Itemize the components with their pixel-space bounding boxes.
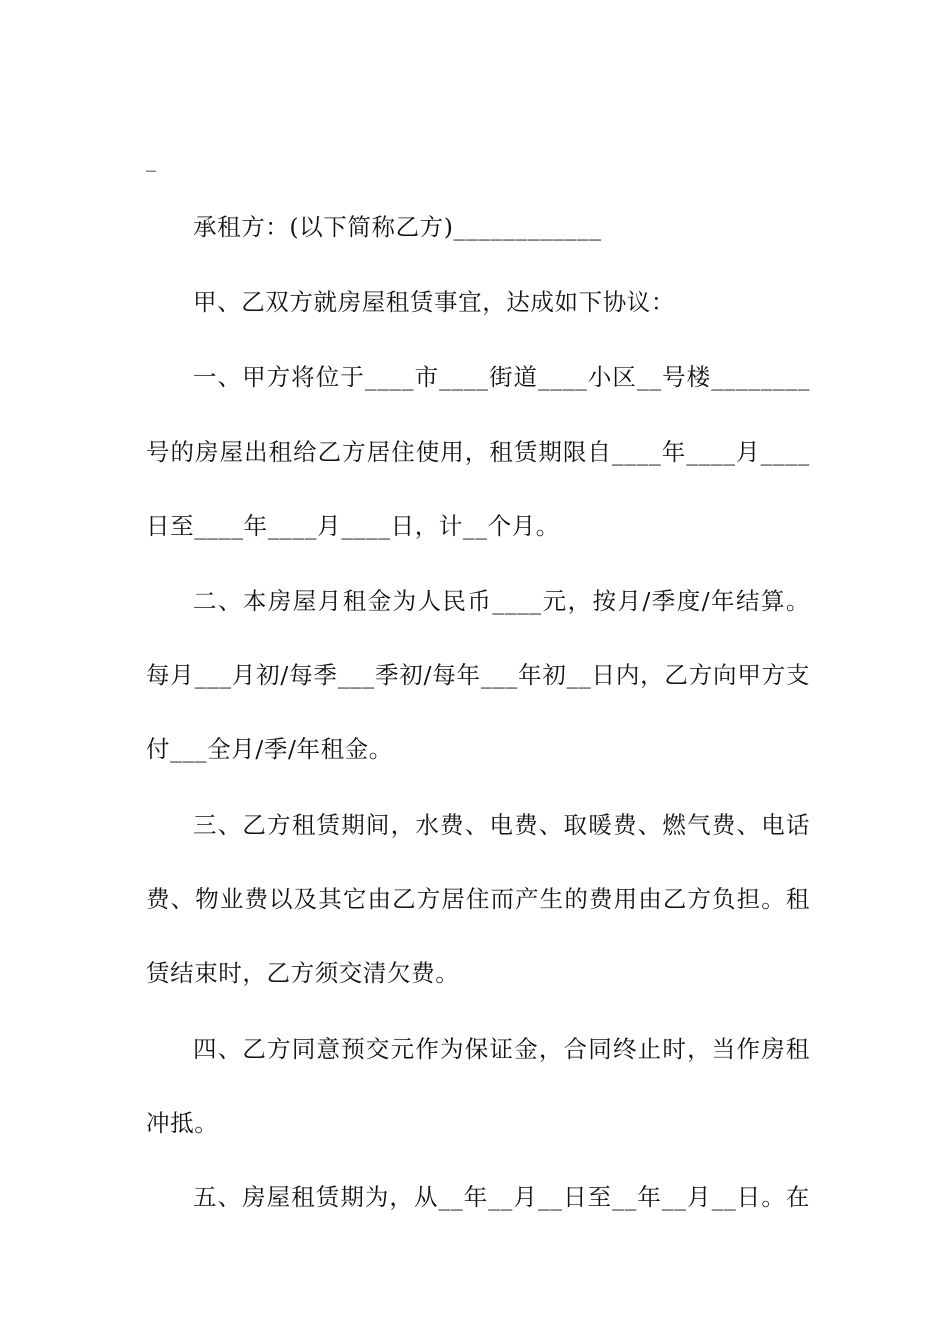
clause-2-line-2: 每月___月初/每季___季初/每年___年初__日内，乙方向甲方支: [146, 661, 810, 689]
clause-3-line-3: 赁结束时，乙方须交清欠费。: [146, 959, 460, 987]
clause-3-line-2: 费、物业费以及其它由乙方居住而产生的费用由乙方负担。租: [146, 885, 810, 913]
clause-2-line-3: 付___全月/季/年租金。: [146, 735, 393, 763]
clause-4-line-2: 冲抵。: [146, 1109, 219, 1137]
clause-3-line-1: 三、乙方租赁期间，水费、电费、取暖费、燃气费、电话: [193, 811, 810, 839]
clause-2-line-1: 二、本房屋月租金为人民币____元，按月/季度/年结算。: [193, 587, 810, 615]
top-underscore-mark: _: [146, 148, 156, 172]
tenant-line: 承租方：(以下简称乙方)____________: [193, 213, 602, 241]
clause-4-line-1: 四、乙方同意预交元作为保证金，合同终止时，当作房租: [193, 1035, 810, 1063]
clause-1-line-2: 号的房屋出租给乙方居住使用，租赁期限自____年____月____: [146, 438, 810, 466]
agreement-intro: 甲、乙双方就房屋租赁事宜，达成如下协议：: [193, 288, 675, 316]
clause-1-line-1: 一、甲方将位于____市____街道____小区__号楼________: [193, 363, 810, 391]
clause-1-line-3: 日至____年____月____日，计__个月。: [146, 512, 560, 540]
clause-5-line-1: 五、房屋租赁期为，从__年__月__日至__年__月__日。在: [193, 1183, 810, 1211]
